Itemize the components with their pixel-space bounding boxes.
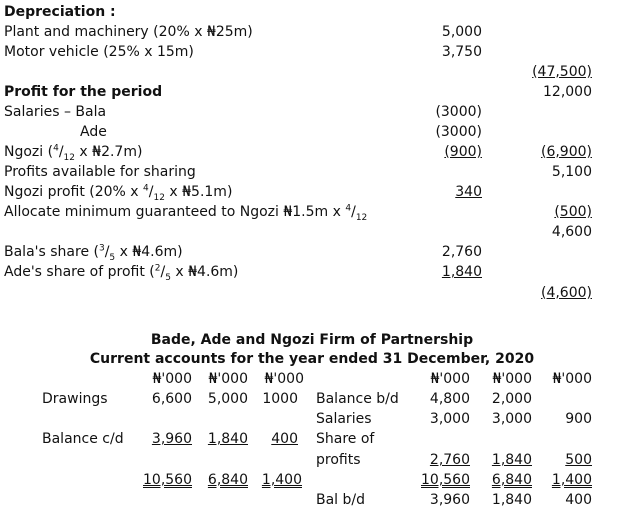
credit-cell: 2,760	[429, 452, 470, 468]
ade-share-label: Ade's share of profit ($^2/_5$ x ₦4.6m)	[4, 263, 239, 283]
debit-row-label: Balance c/d	[42, 431, 124, 447]
accounts-title: Bade, Ade and Ngozi Firm of Partnership	[150, 332, 474, 348]
debit-total: 6,840	[207, 472, 248, 488]
credit-row-label: profits	[316, 452, 361, 468]
salaries-ade-value: (3000)	[435, 124, 482, 140]
debit-cell: 1000	[262, 391, 298, 407]
motor-vehicle-value: 3,750	[441, 44, 482, 60]
credit-row-label: Salaries	[316, 411, 372, 427]
credit-row-label: Balance b/d	[316, 391, 399, 407]
debit-total: 10,560	[143, 472, 192, 488]
plant-machinery-label: Plant and machinery (20% x ₦25m)	[4, 24, 253, 40]
credit-unit-header-ngozi: ₦'000	[552, 371, 592, 387]
debit-row-label: Drawings	[42, 391, 108, 407]
credit-total: 6,840	[491, 472, 532, 488]
shares-total: (4,600)	[540, 285, 592, 301]
credit-cell: 3,000	[429, 411, 470, 427]
bal-bd-cell: 1,840	[491, 492, 532, 508]
accounts-subtitle: Current accounts for the year ended 31 December, 2020	[89, 351, 535, 367]
debit-cell: 400	[271, 431, 298, 447]
debit-unit-header-ade: ₦'000	[208, 371, 248, 387]
motor-vehicle-label: Motor vehicle (25% x 15m)	[4, 44, 194, 60]
bala-share-value: 2,760	[441, 244, 482, 260]
debit-cell: 3,960	[151, 431, 192, 447]
salaries-total: (6,900)	[540, 144, 592, 160]
credit-cell: 3,000	[491, 411, 532, 427]
profits-sharing-label: Profits available for sharing	[4, 164, 196, 180]
credit-total: 1,400	[551, 472, 592, 488]
ngozi-profit-value: 340	[455, 184, 482, 200]
salaries-bala-value: (3000)	[435, 104, 482, 120]
credit-total: 10,560	[421, 472, 470, 488]
allocate-guarantee-value: (500)	[554, 204, 592, 220]
ngozi-salary-value: (900)	[444, 144, 482, 160]
profit-heading: Profit for the period	[4, 84, 163, 100]
credit-cell: 2,000	[491, 391, 532, 407]
profits-sharing-value: 5,100	[551, 164, 592, 180]
debit-cell: 5,000	[207, 391, 248, 407]
credit-unit-header-ade: ₦'000	[492, 371, 532, 387]
credit-cell: 900	[565, 411, 592, 427]
credit-row-label: Share of	[316, 431, 375, 447]
remaining-profit-value: 4,600	[551, 224, 592, 240]
debit-unit-header-ngozi: ₦'000	[264, 371, 304, 387]
depreciation-heading: Depreciation :	[4, 4, 116, 20]
bala-share-label: Bala's share ($^3/_5$ x ₦4.6m)	[4, 243, 183, 263]
bal-bd-cell: 3,960	[429, 492, 470, 508]
credit-unit-header-bala: ₦'000	[430, 371, 470, 387]
debit-cell: 1,840	[207, 431, 248, 447]
plant-machinery-value: 5,000	[441, 24, 482, 40]
profit-value: 12,000	[543, 84, 592, 100]
bal-bd-cell: 400	[565, 492, 592, 508]
debit-unit-header-bala: ₦'000	[152, 371, 192, 387]
credit-cell: 500	[565, 452, 592, 468]
depreciation-total: (47,500)	[532, 64, 592, 80]
bal-bd-label: Bal b/d	[316, 492, 366, 508]
allocate-guarantee-label: Allocate minimum guaranteed to Ngozi ₦1.5m x $^4/_{12}$	[4, 203, 368, 223]
ngozi-profit-label: Ngozi profit (20% x $^4/_{12}$ x ₦5.1m)	[4, 183, 233, 203]
salaries-label: Salaries – Bala	[4, 104, 107, 120]
credit-cell: 4,800	[429, 391, 470, 407]
ngozi-salary-label: Ngozi ($^4/_{12}$ x ₦2.7m)	[4, 143, 143, 163]
credit-cell: 1,840	[491, 452, 532, 468]
ade-share-value: 1,840	[441, 264, 482, 280]
debit-cell: 6,600	[151, 391, 192, 407]
debit-total: 1,400	[261, 472, 302, 488]
salaries-ade-label: Ade	[80, 124, 107, 140]
